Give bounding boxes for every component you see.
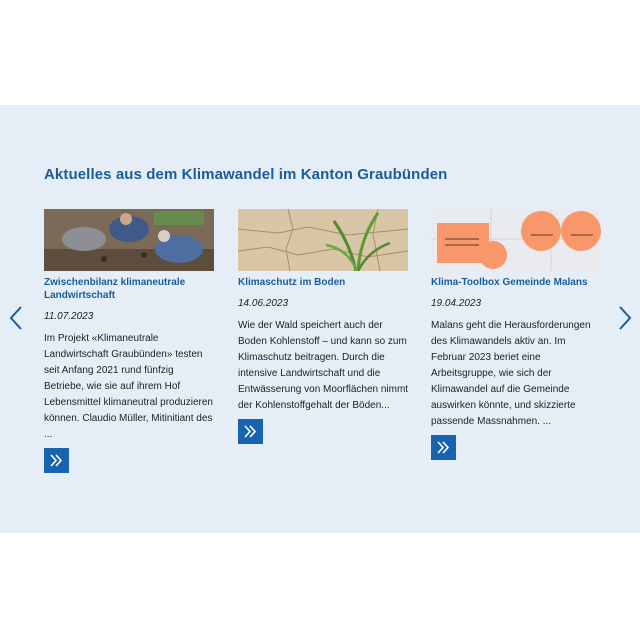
double-chevron-right-icon <box>243 424 258 439</box>
card-teaser: Malans geht die Herausforderungen des Klimawandels aktiv an. Im Februar 2023 beriet eine Arbeitsgruppe, wie sich der Klimawandel auf die Gemeinde auswirken könnte, und skizzierte passende Massnahmen. ... <box>431 320 591 427</box>
double-chevron-right-icon <box>49 453 64 468</box>
news-card <box>431 209 601 460</box>
dry-soil-plant-photo[interactable] <box>238 209 408 271</box>
read-more-button[interactable] <box>44 448 69 473</box>
read-more-button[interactable] <box>238 419 263 444</box>
card-date: 14.06.2023 <box>238 298 289 309</box>
read-more-button[interactable] <box>431 435 456 460</box>
section-title: Aktuelles aus dem Klimawandel im Kanton Graubünden <box>44 166 448 183</box>
chevron-left-icon <box>8 305 24 331</box>
card-date: 11.07.2023 <box>44 311 94 322</box>
carousel-prev-button[interactable] <box>8 305 24 331</box>
double-chevron-right-icon <box>436 440 451 455</box>
card-title-link[interactable]: Klima-Toolbox Gemeinde Malans <box>431 277 588 288</box>
card-title-link[interactable]: Zwischenbilanz klimaneutrale Landwirtschaft <box>44 277 186 301</box>
chevron-right-icon <box>617 305 633 331</box>
farmers-soil-photo[interactable] <box>44 209 214 271</box>
card-date: 19.04.2023 <box>431 298 482 309</box>
card-title-link[interactable]: Klimaschutz im Boden <box>238 277 346 288</box>
news-card <box>238 209 408 444</box>
card-teaser: Wie der Wald speichert auch der Boden Kohlenstoff – und kann so zum Klimaschutz beitragen. Durch die intensive Landwirtschaft und die Entwässerung von Moorflächen nimmt der Kohlenstoffgehalt der Böden... <box>238 320 409 411</box>
news-card <box>44 209 214 473</box>
workshop-notes-photo[interactable] <box>431 209 601 271</box>
card-teaser: Im Projekt «Klimaneutrale Landwirtschaft Graubünden» testen seit Anfang 2021 rund fünfzig Betriebe, wie sie auf ihrem Hof Lebensmittel klimaneutral produzieren können. Claudio Müller, Mitinitiant des ... <box>44 333 213 440</box>
carousel-next-button[interactable] <box>617 305 633 331</box>
